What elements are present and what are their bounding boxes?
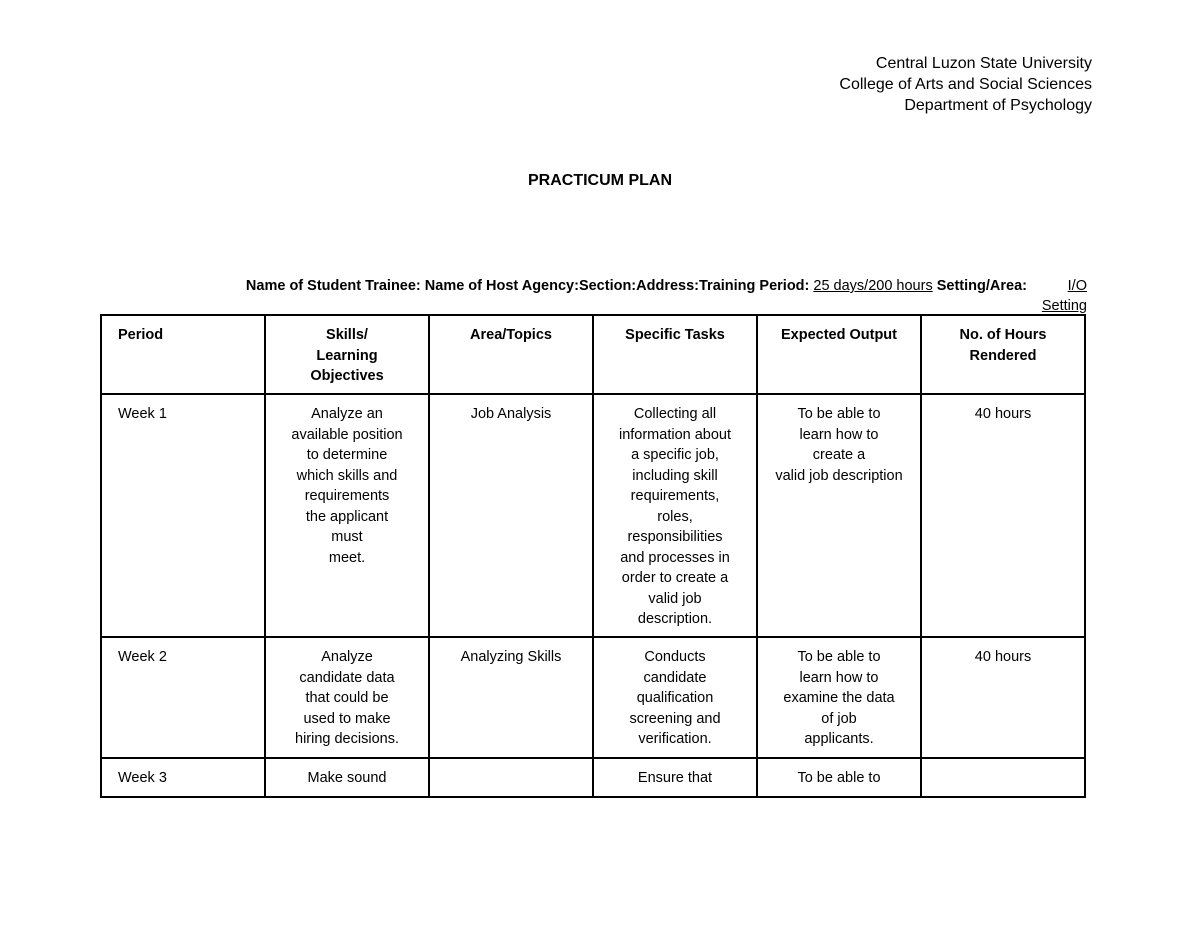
cell-expected-output: To be able to learn how to create a valid job description <box>757 394 921 637</box>
cell-skills: Make sound <box>265 758 429 797</box>
cell-hours: 40 hours <box>921 637 1085 758</box>
training-period-value: 25 days/200 hours <box>813 278 933 294</box>
cell-area-topics: Job Analysis <box>429 394 593 637</box>
institution-header <box>839 53 1092 116</box>
column-header-hours: No. of Hours Rendered <box>921 315 1085 394</box>
cell-period: Week 3 <box>101 758 265 797</box>
info-label-fields: Name of Student Trainee: Name of Host Agency:Section:Address:Training Period: <box>245 278 814 294</box>
column-header-skills: Skills/ Learning Objectives <box>265 315 429 394</box>
setting-area-value: I/O Setting <box>1041 278 1087 314</box>
cell-specific-tasks: Conducts candidate qualification screening and verification. <box>593 637 757 758</box>
table-header-row <box>101 315 1085 394</box>
cell-specific-tasks: Ensure that <box>593 758 757 797</box>
cell-skills: Analyze candidate data that could be used to make hiring decisions. <box>265 637 429 758</box>
cell-expected-output: To be able to <box>757 758 921 797</box>
cell-specific-tasks: Collecting all information about a specific job, including skill requirements, roles, responsibilities and processes in order to create a valid job description. <box>593 394 757 637</box>
cell-expected-output: To be able to learn how to examine the data of job applicants. <box>757 637 921 758</box>
cell-skills: Analyze an available position to determine which skills and requirements the applicant must meet. <box>265 394 429 637</box>
practicum-plan-table <box>100 314 1086 798</box>
department-name: Department of Psychology <box>904 97 1092 114</box>
column-header-expected-output: Expected Output <box>757 315 921 394</box>
table-row <box>101 637 1085 758</box>
cell-hours <box>921 758 1085 797</box>
cell-period: Week 2 <box>101 637 265 758</box>
column-header-period: Period <box>101 315 265 394</box>
cell-period: Week 1 <box>101 394 265 637</box>
university-name: Central Luzon State University <box>875 55 1092 72</box>
column-header-specific-tasks: Specific Tasks <box>593 315 757 394</box>
table-row <box>101 394 1085 637</box>
table-row <box>101 758 1085 797</box>
cell-area-topics <box>429 758 593 797</box>
cell-area-topics: Analyzing Skills <box>429 637 593 758</box>
cell-hours: 40 hours <box>921 394 1085 637</box>
column-header-area-topics: Area/Topics <box>429 315 593 394</box>
page-title: PRACTICUM PLAN <box>528 172 672 189</box>
setting-area-label: Setting/Area: <box>932 278 1031 294</box>
trainee-info-line <box>140 276 1087 316</box>
college-name: College of Arts and Social Sciences <box>839 76 1092 93</box>
